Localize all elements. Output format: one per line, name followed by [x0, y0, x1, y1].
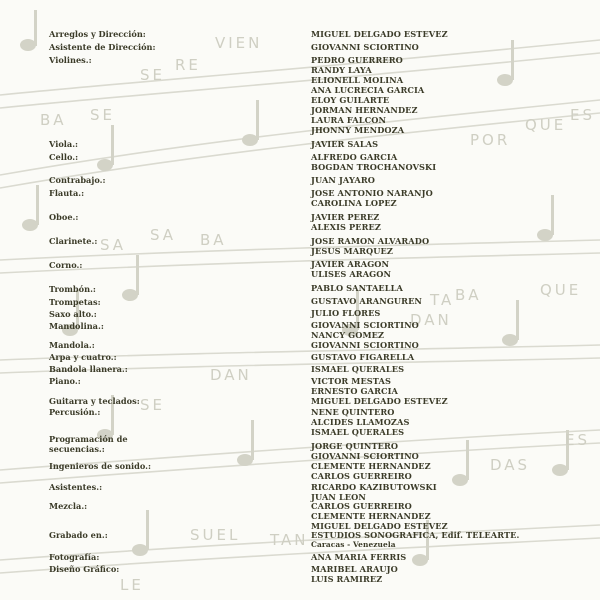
credit-name: ANA LUCRECIA GARCIA [311, 85, 425, 95]
credit-name: MARIBEL ARAUJO [311, 564, 398, 574]
credit-label: Asistentes.: [49, 482, 103, 492]
credit-name: ISMAEL QUERALES [311, 364, 405, 374]
svg-text:SE: SE [140, 396, 165, 414]
credit-label: Mandola.: [49, 340, 95, 350]
credit-name: RANDY LAYA [311, 65, 372, 75]
credit-names [311, 236, 429, 256]
svg-text:BA: BA [200, 231, 227, 249]
credit-names [311, 29, 448, 39]
svg-text:QUE: QUE [525, 116, 567, 134]
svg-text:ES: ES [565, 431, 590, 449]
credit-name: GUSTAVO FIGARELLA [311, 352, 415, 362]
svg-text:LE: LE [120, 576, 144, 594]
svg-text:BA: BA [40, 111, 67, 129]
credit-label: Trombón.: [49, 284, 96, 294]
credit-name: JESUS MARQUEZ [311, 246, 393, 256]
svg-text:SA: SA [100, 236, 127, 254]
credit-label: Trompetas: [49, 297, 101, 307]
credit-label: Programación de secuencias.: [49, 434, 128, 454]
credit-label: Fotografía: [49, 552, 100, 562]
credit-name: CARLOS GUERREIRO [311, 471, 412, 481]
svg-text:DAN: DAN [210, 366, 252, 384]
svg-text:SE: SE [90, 106, 115, 124]
credit-names [311, 175, 375, 185]
credit-name: ERNESTO GARCIA [311, 386, 399, 396]
credit-name: LAURA FALCON [311, 115, 387, 125]
credit-names [311, 396, 448, 406]
credit-label: Violines.: [49, 55, 92, 65]
credit-name: VICTOR MESTAS [311, 376, 392, 386]
credit-name: RICARDO KAZIBUTOWSKI [311, 482, 437, 492]
credit-name: ELIONELL MOLINA [311, 75, 404, 85]
credit-label: Oboe.: [49, 212, 79, 222]
credit-names [311, 407, 409, 437]
credit-names [311, 364, 404, 374]
credit-name: JHONNY MENDOZA [311, 125, 405, 135]
credit-names [311, 376, 398, 396]
credit-name: CARLOS GUERREIRO [311, 501, 412, 511]
credit-label: Piano.: [49, 376, 81, 386]
credit-label: Guitarra y teclados: [49, 396, 140, 406]
credit-name: GIOVANNI SCIORTINO [311, 320, 419, 330]
svg-text:SE: SE [140, 66, 165, 84]
credit-name: ALEXIS PEREZ [311, 222, 381, 232]
credit-name: GIOVANNI SCIORTINO [311, 451, 419, 461]
credit-names [311, 441, 419, 461]
svg-text:TAN: TAN [270, 531, 309, 549]
credit-name: ESTUDIOS SONOGRAFICA, Edif. TELEARTE. [311, 530, 520, 540]
credit-label: Percusión.: [49, 407, 101, 417]
credit-name: PEDRO GUERRERO [311, 55, 403, 65]
svg-text:POR: POR [470, 131, 511, 149]
credit-names [311, 482, 437, 502]
credit-names [311, 552, 406, 562]
svg-text:TA: TA [430, 291, 455, 309]
credit-names [311, 340, 419, 350]
credit-label: Bandola llanera.: [49, 364, 128, 374]
credit-name: JUAN JAYARO [311, 175, 375, 185]
credit-name: JOSE RAMON ALVARADO [311, 236, 430, 246]
credit-names [311, 152, 436, 172]
credit-name: JUAN LEON [311, 492, 366, 502]
credit-name: GUSTAVO ARANGUREN [311, 296, 422, 306]
credit-names [311, 564, 398, 584]
credit-name: JAVIER ARAGON [311, 259, 390, 269]
credit-label: Contrabajo.: [49, 175, 106, 185]
credit-label: Mezcla.: [49, 501, 88, 511]
svg-text:RE: RE [175, 56, 201, 74]
credit-names [311, 320, 419, 340]
svg-text:ES: ES [570, 106, 595, 124]
credit-label: Flauta.: [49, 188, 85, 198]
svg-text:VIEN: VIEN [215, 34, 263, 52]
credit-name: CLEMENTE HERNANDEZ [311, 461, 431, 471]
credit-name: BOGDAN TROCHANOVSKI [311, 162, 437, 172]
credit-label: Cello.: [49, 152, 79, 162]
credit-name: ALFREDO GARCIA [311, 152, 398, 162]
credit-name: PABLO SANTAELLA [311, 283, 403, 293]
credit-label: Arreglos y Dirección: [49, 29, 146, 39]
credit-name: ALCIDES LLAMOZAS [311, 417, 410, 427]
credit-names [311, 55, 424, 135]
svg-text:SA: SA [150, 226, 177, 244]
credit-label: Asistente de Dirección: [49, 42, 156, 52]
svg-text:BA: BA [455, 286, 482, 304]
credit-names [311, 42, 419, 52]
credit-label: Saxo alto.: [49, 309, 97, 319]
credit-name: Caracas - Venezuela [311, 540, 396, 549]
credit-names [311, 259, 391, 279]
credit-name: NENE QUINTERO [311, 407, 395, 417]
svg-text:QUE: QUE [540, 281, 582, 299]
credit-label: Ingenieros de sonido.: [49, 461, 152, 471]
credit-name: LUIS RAMIREZ [311, 574, 383, 584]
credit-names [311, 139, 378, 149]
credit-label: Grabado en.: [49, 530, 108, 540]
credit-name: GIOVANNI SCIORTINO [311, 42, 419, 52]
credit-name: CAROLINA LOPEZ [311, 198, 397, 208]
credit-names [311, 212, 381, 232]
credit-name: JORMAN HERNANDEZ [311, 105, 418, 115]
credit-name: JOSE ANTONIO NARANJO [311, 188, 433, 198]
credit-name: CLEMENTE HERNANDEZ [311, 511, 431, 521]
credit-name: MIGUEL DELGADO ESTEVEZ [311, 396, 448, 406]
credit-name: ULISES ARAGON [311, 269, 392, 279]
credit-label: Clarinete.: [49, 236, 98, 246]
credit-names [311, 352, 414, 362]
svg-text:SUEL: SUEL [190, 526, 241, 544]
credit-name: JAVIER SALAS [311, 139, 379, 149]
credit-label: Arpa y cuatro.: [49, 352, 117, 362]
credit-names [311, 501, 448, 531]
credit-names [311, 283, 403, 293]
credit-name: MIGUEL DELGADO ESTEVEZ [311, 521, 448, 531]
credit-name: ISMAEL QUERALES [311, 427, 405, 437]
credit-names [311, 188, 433, 208]
credit-names [311, 308, 380, 318]
credit-name: JORGE QUINTERO [311, 441, 399, 451]
credit-name: JAVIER PEREZ [311, 212, 380, 222]
credit-names [311, 296, 422, 306]
credit-name: NANCY GOMEZ [311, 330, 385, 340]
credit-label: Diseño Gráfico: [49, 564, 120, 574]
svg-text:DAN: DAN [410, 311, 452, 329]
credit-name: GIOVANNI SCIORTINO [311, 340, 419, 350]
credit-name: ANA MARIA FERRIS [311, 552, 407, 562]
credit-label: Corno.: [49, 260, 83, 270]
credit-label: Viola.: [49, 139, 79, 149]
credit-name: JULIO FLORES [311, 308, 381, 318]
credit-name: ELOY GUILARTE [311, 95, 390, 105]
svg-text:DAS: DAS [490, 456, 531, 474]
credit-names [311, 530, 519, 550]
credit-label: Mandolina.: [49, 321, 104, 331]
credit-name: MIGUEL DELGADO ESTEVEZ [311, 29, 448, 39]
credit-names [311, 461, 431, 481]
